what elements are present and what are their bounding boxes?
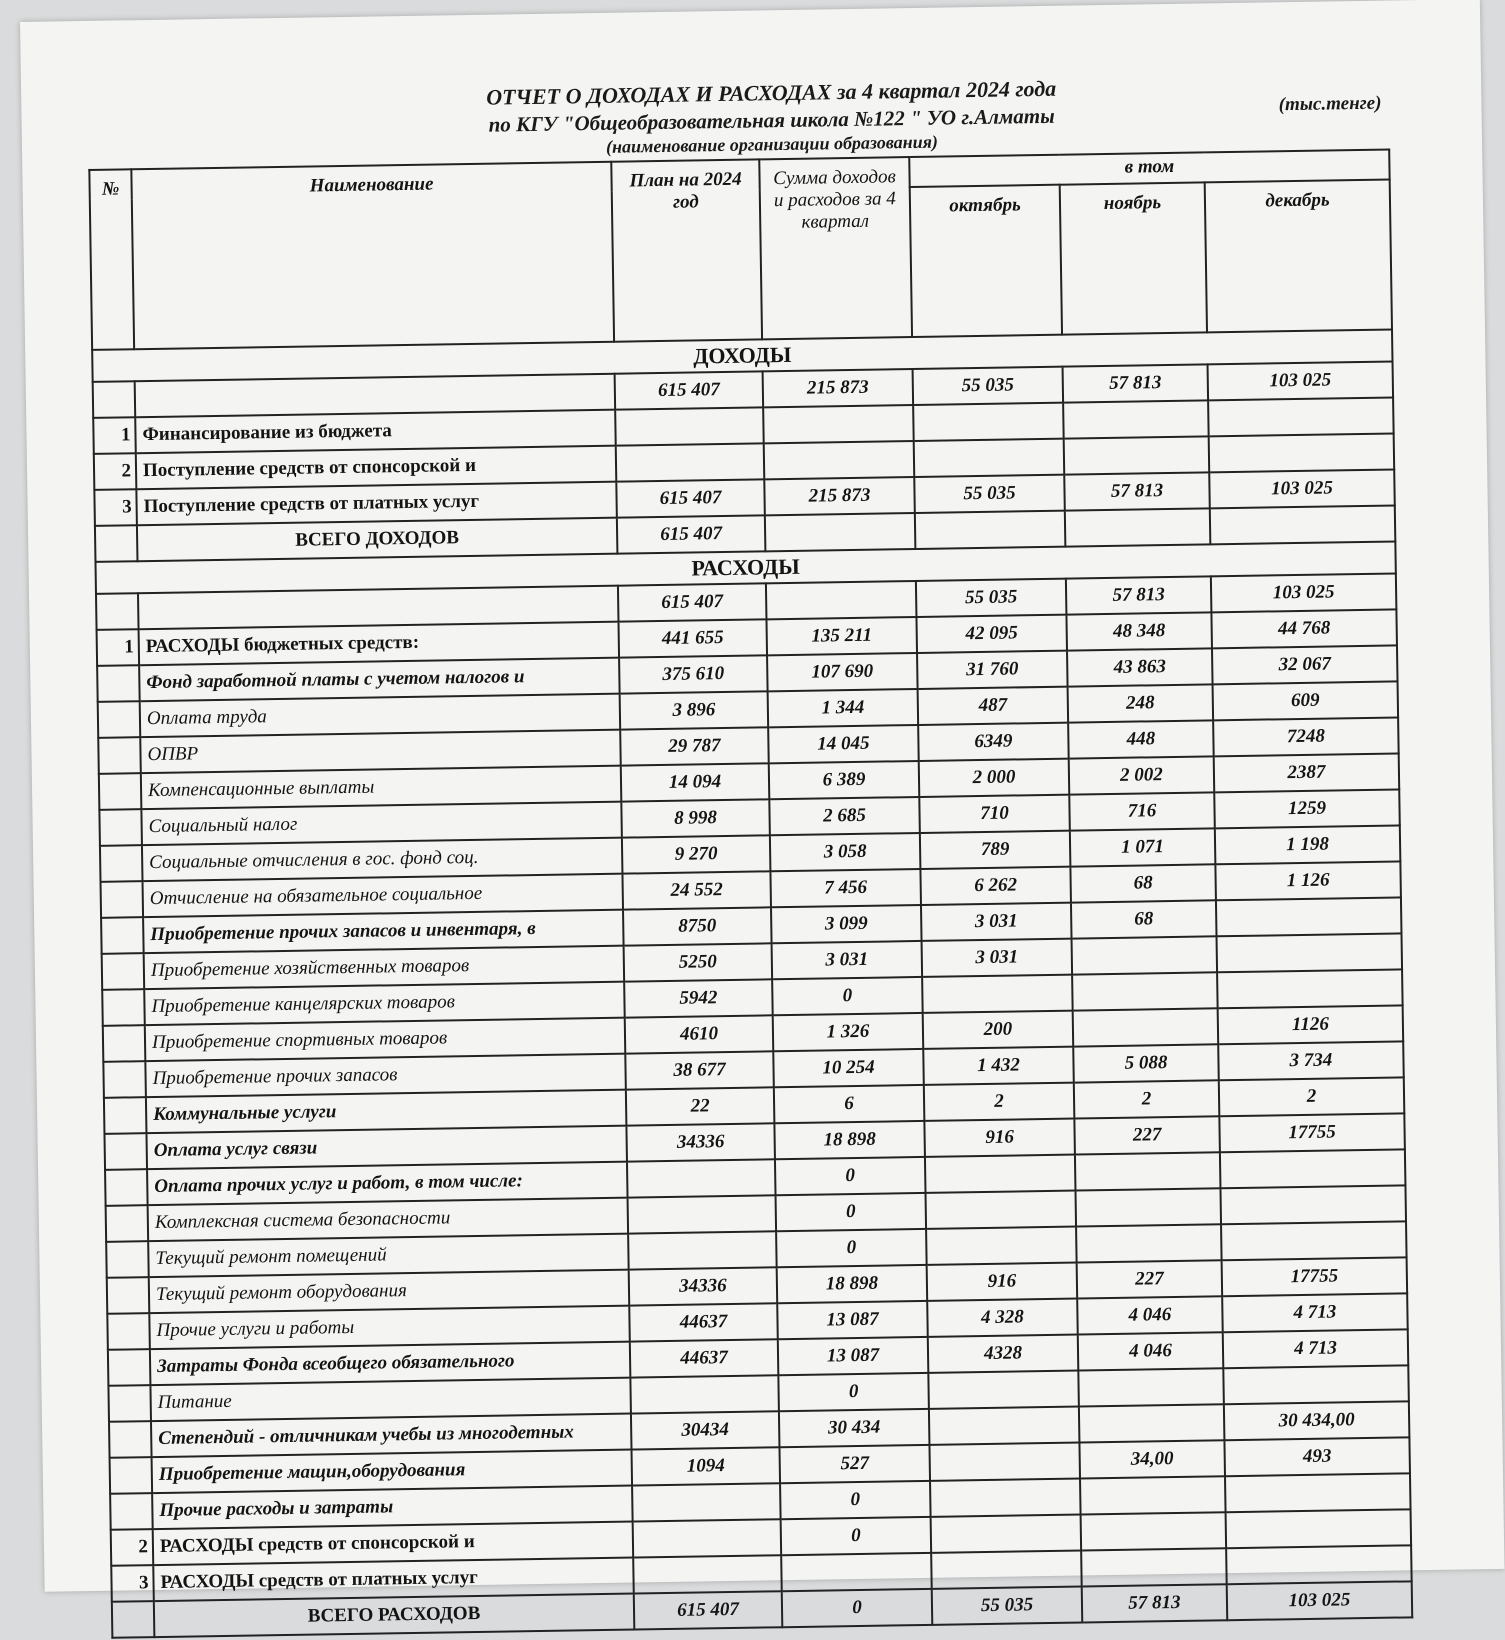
- row-num: [99, 773, 142, 810]
- row-sum: 0: [778, 1373, 929, 1411]
- col-oct: октябрь: [910, 185, 1062, 337]
- row-sum: [763, 405, 914, 443]
- row-name: Поступление средств от спонсорской и: [136, 446, 617, 490]
- row-num: [97, 665, 140, 702]
- row-sum: 135 211: [766, 617, 917, 655]
- row-dec: 4 713: [1223, 1329, 1409, 1368]
- row-num: 2: [94, 453, 137, 490]
- row-nov: 68: [1070, 864, 1216, 902]
- row-nov: 48 348: [1066, 612, 1212, 650]
- total-nov: 57 813: [1082, 1584, 1228, 1622]
- row-sum: 7 456: [770, 869, 921, 907]
- row-oct: [930, 1479, 1081, 1517]
- row-nov: [1081, 1512, 1227, 1550]
- row-sum: 0: [776, 1229, 927, 1267]
- row-nov: 4 046: [1077, 1296, 1223, 1334]
- row-dec: 44 768: [1211, 609, 1397, 648]
- row-name: Комплексная система безопасности: [148, 1198, 629, 1242]
- row-name: Приобретение прочих запасов: [145, 1054, 626, 1098]
- row-oct: 4328: [928, 1335, 1079, 1373]
- row-sum: 6: [774, 1085, 925, 1123]
- row-dec: 2387: [1214, 753, 1400, 792]
- row-plan: 29 787: [620, 727, 769, 765]
- row-dec: 7248: [1213, 717, 1399, 756]
- row-name: Приобретение прочих запасов и инвентаря, в: [143, 910, 624, 954]
- row-name: Текущий ремонт оборудования: [149, 1270, 630, 1314]
- row-oct: 2 000: [919, 759, 1070, 797]
- row-nov: [1064, 436, 1210, 474]
- row-plan: 441 655: [618, 619, 767, 657]
- row-plan: 22: [626, 1087, 775, 1125]
- row-oct: [929, 1407, 1080, 1445]
- row-oct: [922, 975, 1073, 1013]
- row-sum: 2 685: [769, 797, 920, 835]
- row-sum: 6 389: [769, 761, 920, 799]
- row-sum: 215 873: [764, 477, 915, 515]
- row-dec: [1208, 397, 1394, 436]
- row-num: [109, 1421, 152, 1458]
- row-nov: [1075, 1152, 1221, 1190]
- row-name: Оплата труда: [140, 694, 621, 738]
- row-plan: 1094: [631, 1447, 780, 1485]
- row-num: 3: [111, 1565, 154, 1602]
- row-num: [110, 1457, 153, 1494]
- report-table: [88, 148, 1413, 1638]
- total-plan: 615 407: [634, 1591, 783, 1629]
- report-title: ОТЧЕТ О ДОХОДАХ И РАСХОДАХ за 4 квартал 2024 года: [486, 75, 1057, 110]
- row-name: Коммунальные услуги: [146, 1090, 627, 1134]
- sum-cell: [766, 581, 917, 619]
- row-oct: [931, 1551, 1082, 1589]
- row-num: [102, 953, 145, 990]
- row-name: РАСХОДЫ средств от платных услуг: [153, 1558, 634, 1602]
- row-sum: 107 690: [767, 653, 918, 691]
- row-dec: 493: [1224, 1437, 1410, 1476]
- row-num: [108, 1385, 151, 1422]
- row-num: 1: [93, 417, 136, 454]
- row-num: 2: [111, 1529, 154, 1566]
- nov-cell: 57 813: [1063, 364, 1209, 402]
- col-num: №: [89, 169, 134, 350]
- row-plan: 375 610: [619, 655, 768, 693]
- total-plan: 615 407: [617, 515, 766, 553]
- row-name: ОПВР: [140, 730, 621, 774]
- row-nov: [1073, 1008, 1219, 1046]
- organization-caption: (наименование организации образования): [605, 131, 939, 157]
- row-nov: [1081, 1548, 1227, 1586]
- row-nov: 227: [1074, 1116, 1220, 1154]
- row-dec: 1 126: [1215, 861, 1401, 900]
- report-body: [92, 329, 1412, 1637]
- row-sum: 3 031: [772, 941, 923, 979]
- row-dec: 32 067: [1212, 645, 1398, 684]
- row-sum: 10 254: [773, 1049, 924, 1087]
- total-sum: 0: [782, 1589, 933, 1627]
- row-sum: 0: [772, 977, 923, 1015]
- num-cell: [96, 593, 139, 630]
- row-nov: 2 002: [1069, 756, 1215, 794]
- row-oct: [926, 1191, 1077, 1229]
- row-dec: 1259: [1214, 789, 1400, 828]
- row-dec: 609: [1213, 681, 1399, 720]
- row-dec: 1 198: [1215, 825, 1401, 864]
- row-plan: [616, 443, 765, 481]
- row-oct: 31 760: [917, 651, 1068, 689]
- num-cell: [112, 1601, 155, 1638]
- row-oct: 916: [927, 1263, 1078, 1301]
- row-num: 1: [97, 629, 140, 666]
- row-oct: 710: [919, 795, 1070, 833]
- row-oct: [929, 1443, 1080, 1481]
- row-oct: [931, 1515, 1082, 1553]
- row-nov: [1076, 1224, 1222, 1262]
- row-name: Приобретение спортивных товаров: [145, 1018, 626, 1062]
- row-num: [103, 1025, 146, 1062]
- row-plan: 8750: [623, 907, 772, 945]
- row-dec: [1220, 1185, 1406, 1224]
- row-oct: 200: [923, 1011, 1074, 1049]
- row-name: Компенсационные выплаты: [141, 766, 622, 810]
- row-dec: 103 025: [1209, 469, 1395, 508]
- row-num: [98, 737, 141, 774]
- row-num: [107, 1313, 150, 1350]
- row-nov: 448: [1068, 720, 1214, 758]
- row-sum: 3 058: [770, 833, 921, 871]
- row-sum: 13 087: [777, 1301, 928, 1339]
- num-cell: [95, 525, 138, 562]
- row-num: [105, 1169, 148, 1206]
- row-nov: [1063, 400, 1209, 438]
- row-oct: 1 432: [923, 1047, 1074, 1085]
- row-name: Оплата услуг связи: [146, 1126, 627, 1170]
- row-dec: [1216, 897, 1402, 936]
- row-plan: [630, 1375, 779, 1413]
- oct-cell: 55 035: [916, 579, 1067, 617]
- report-sheet: [20, 0, 1504, 1627]
- row-sum: 14 045: [768, 725, 919, 763]
- col-name: Наименование: [131, 162, 614, 350]
- row-plan: 38 677: [625, 1051, 774, 1089]
- row-name: Фонд заработной платы с учетом налогов и: [139, 658, 620, 702]
- row-plan: 4610: [625, 1015, 774, 1053]
- total-sum: [765, 513, 916, 551]
- row-name: РАСХОДЫ средств от спонсорской и: [153, 1522, 634, 1566]
- row-plan: [627, 1159, 776, 1197]
- row-name: Прочие расходы и затраты: [152, 1486, 633, 1530]
- row-plan: [633, 1519, 782, 1557]
- row-oct: [928, 1371, 1079, 1409]
- row-oct: 6349: [918, 723, 1069, 761]
- row-nov: 34,00: [1079, 1440, 1225, 1478]
- row-name: Текущий ремонт помещений: [148, 1234, 629, 1278]
- row-nov: 4 046: [1078, 1332, 1224, 1370]
- sum-cell: 215 873: [763, 369, 914, 407]
- row-sum: 18 898: [774, 1121, 925, 1159]
- units-label: (тыс.тенге): [1278, 92, 1382, 116]
- row-nov: 227: [1077, 1260, 1223, 1298]
- row-oct: 916: [924, 1119, 1075, 1157]
- row-dec: 17755: [1219, 1113, 1405, 1152]
- row-oct: 6 262: [920, 867, 1071, 905]
- row-oct: 3 031: [922, 939, 1073, 977]
- row-sum: 3 099: [771, 905, 922, 943]
- row-oct: 4 328: [927, 1299, 1078, 1337]
- row-num: 3: [94, 489, 137, 526]
- row-plan: 34336: [626, 1123, 775, 1161]
- row-dec: [1220, 1149, 1406, 1188]
- col-sum: Сумма доходов и расходов за 4 квартал: [759, 157, 912, 339]
- row-plan: 5942: [624, 979, 773, 1017]
- row-num: [103, 1061, 146, 1098]
- row-oct: [925, 1155, 1076, 1193]
- total-oct: 55 035: [932, 1587, 1083, 1625]
- organization-name: по КГУ "Общеобразовательная школа №122 " УО г.Алматы: [488, 103, 1055, 137]
- row-nov: [1080, 1476, 1226, 1514]
- oct-cell: 55 035: [913, 367, 1064, 405]
- row-oct: [926, 1227, 1077, 1265]
- row-dec: 2: [1219, 1077, 1405, 1116]
- row-sum: 30 434: [779, 1409, 930, 1447]
- row-num: [100, 845, 143, 882]
- row-num: [101, 917, 144, 954]
- row-name: Отчисление на обязательное социальное: [143, 874, 624, 918]
- row-num: [108, 1349, 151, 1386]
- total-name: ВСЕГО РАСХОДОВ: [154, 1594, 635, 1638]
- row-dec: [1226, 1509, 1412, 1548]
- row-nov: 248: [1068, 684, 1214, 722]
- row-plan: 9 270: [622, 835, 771, 873]
- col-plan: План на 2024 год: [611, 159, 762, 341]
- row-nov: [1078, 1368, 1224, 1406]
- row-num: [99, 809, 142, 846]
- row-plan: [633, 1555, 782, 1593]
- row-name: Финансирование из бюджета: [135, 410, 616, 454]
- row-plan: 8 998: [621, 799, 770, 837]
- row-nov: [1072, 972, 1218, 1010]
- row-oct: [914, 439, 1065, 477]
- row-name: Социальные отчисления в гос. фонд соц.: [142, 838, 623, 882]
- row-nov: 2: [1074, 1080, 1220, 1118]
- row-nov: 716: [1069, 792, 1215, 830]
- row-dec: [1209, 433, 1395, 472]
- dec-cell: 103 025: [1208, 361, 1394, 400]
- row-plan: 34336: [629, 1267, 778, 1305]
- nov-cell: 57 813: [1066, 576, 1212, 614]
- row-plan: 44637: [629, 1303, 778, 1341]
- row-nov: 57 813: [1064, 472, 1210, 510]
- row-name: Поступление средств от платных услуг: [136, 482, 617, 526]
- row-nov: [1072, 936, 1218, 974]
- row-dec: [1223, 1365, 1409, 1404]
- row-num: [110, 1493, 153, 1530]
- row-plan: [615, 407, 764, 445]
- row-name: Оплата прочих услуг и работ, в том числе:: [147, 1162, 628, 1206]
- row-plan: 30434: [631, 1411, 780, 1449]
- row-name: Затраты Фонда всеобщего обязательного: [150, 1342, 631, 1386]
- row-name: Прочие услуги и работы: [149, 1306, 630, 1350]
- row-plan: 24 552: [622, 871, 771, 909]
- row-sum: 0: [780, 1481, 931, 1519]
- row-name: Питание: [150, 1378, 631, 1422]
- row-num: [104, 1097, 147, 1134]
- row-nov: 5 088: [1073, 1044, 1219, 1082]
- row-num: [101, 881, 144, 918]
- row-sum: 13 087: [778, 1337, 929, 1375]
- row-nov: [1079, 1404, 1225, 1442]
- row-plan: [628, 1195, 777, 1233]
- row-dec: 17755: [1222, 1257, 1408, 1296]
- col-dec: декабрь: [1205, 180, 1392, 333]
- col-nov: ноябрь: [1060, 182, 1207, 334]
- row-sum: [764, 441, 915, 479]
- row-oct: 2: [924, 1083, 1075, 1121]
- row-dec: [1217, 933, 1403, 972]
- row-name: РАСХОДЫ бюджетных средств:: [139, 622, 620, 666]
- row-sum: [781, 1553, 932, 1591]
- row-sum: 1 344: [768, 689, 919, 727]
- row-num: [98, 701, 141, 738]
- row-name: Приобретение канцелярских товаров: [144, 982, 625, 1026]
- row-name: Приобретение хозяйственных товаров: [144, 946, 625, 990]
- row-sum: 18 898: [777, 1265, 928, 1303]
- row-dec: 30 434,00: [1224, 1401, 1410, 1440]
- row-oct: 42 095: [916, 615, 1067, 653]
- total-nov: [1065, 508, 1211, 546]
- row-plan: [628, 1231, 777, 1269]
- plan-cell: 615 407: [615, 371, 764, 409]
- row-oct: 789: [920, 831, 1071, 869]
- total-oct: [915, 511, 1066, 549]
- row-nov: 1 071: [1070, 828, 1216, 866]
- row-dec: [1225, 1473, 1411, 1512]
- row-num: [106, 1205, 149, 1242]
- row-name: Социальный налог: [141, 802, 622, 846]
- row-dec: [1221, 1221, 1407, 1260]
- row-plan: 615 407: [616, 479, 765, 517]
- row-dec: 3 734: [1218, 1041, 1404, 1080]
- row-nov: 43 863: [1067, 648, 1213, 686]
- row-sum: 0: [781, 1517, 932, 1555]
- income-section-title: ДОХОДЫ: [92, 329, 1392, 381]
- num-cell: [93, 381, 136, 418]
- row-dec: 4 713: [1222, 1293, 1408, 1332]
- row-sum: 527: [779, 1445, 930, 1483]
- row-num: [102, 989, 145, 1026]
- row-name: Приобретение мащин,оборудования: [152, 1450, 633, 1494]
- row-sum: 1 326: [773, 1013, 924, 1051]
- row-sum: 0: [775, 1157, 926, 1195]
- row-sum: 0: [776, 1193, 927, 1231]
- row-plan: 5250: [624, 943, 773, 981]
- row-dec: 1126: [1218, 1005, 1404, 1044]
- row-plan: 14 094: [621, 763, 770, 801]
- col-incl: в том: [909, 150, 1389, 188]
- total-dec: [1210, 505, 1396, 544]
- row-oct: 3 031: [921, 903, 1072, 941]
- row-num: [106, 1241, 149, 1278]
- row-oct: 55 035: [914, 475, 1065, 513]
- row-plan: 3 896: [620, 691, 769, 729]
- row-num: [104, 1133, 147, 1170]
- row-name: Степендий - отличникам учебы из многодетных: [151, 1414, 632, 1458]
- row-dec: [1226, 1545, 1412, 1584]
- dec-cell: 103 025: [1211, 573, 1397, 612]
- total-dec: 103 025: [1227, 1581, 1413, 1620]
- row-nov: 68: [1071, 900, 1217, 938]
- expenses-section-title: РАСХОДЫ: [95, 541, 1395, 593]
- row-num: [107, 1277, 150, 1314]
- plan-cell: 615 407: [618, 583, 767, 621]
- total-name: ВСЕГО ДОХОДОВ: [137, 518, 618, 562]
- row-dec: [1217, 969, 1403, 1008]
- row-oct: 487: [918, 687, 1069, 725]
- row-nov: [1075, 1188, 1221, 1226]
- row-plan: [632, 1483, 781, 1521]
- row-plan: 44637: [630, 1339, 779, 1377]
- row-oct: [913, 403, 1064, 441]
